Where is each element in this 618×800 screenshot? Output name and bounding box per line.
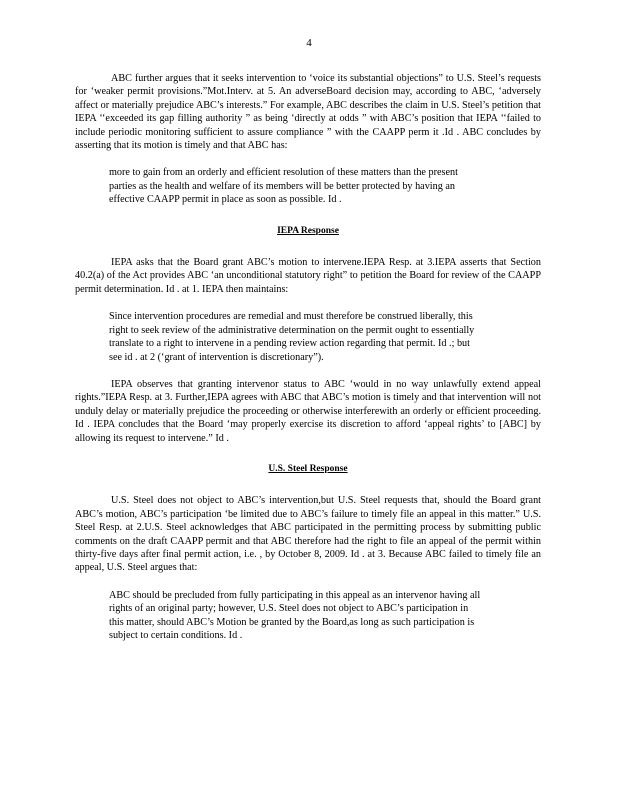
document-body <box>75 72 541 642</box>
us-steel-paragraph-1: U.S. Steel does not object to ABC’s intervention,but U.S. Steel requests that, should the Board grant ABC’s motion, ABC’s participation ‘be limited due to ABC’s failure to timely file an appeal in this matter.” U.S. Steel Resp. at 2.U.S. Steel acknowledges that ABC participated in the permitting process by submitting public comments on the draft CAAPP permit and that ABC therefore had the right to file an appeal of the permit within thirty-five days after final permit action, i.e. , by October 8, 2009. Id . at 3. Because ABC failed to timely file an appeal, U.S. Steel argues that: <box>75 495 541 574</box>
us-steel-block-quote: ABC should be precluded from fully participating in this appeal as an intervenor having all rights of an original party; however, U.S. Steel does not object to ABC’s participation in this matter, should ABC’s Motion be granted by the Board,as long as such participation is subject to certain conditions. Id . <box>109 589 481 641</box>
us-steel-response-heading: U.S. Steel Response <box>268 463 348 474</box>
iepa-response-heading: IEPA Response <box>277 225 339 236</box>
intro-block-quote: more to gain from an orderly and efficient resolution of these matters than the present parties as the health and welfare of its members will be better protected by having an effective CAAPP permit in place as soon as possible. Id . <box>109 167 458 206</box>
iepa-block-quote: Since intervention procedures are remedial and must therefore be construed liberally, this right to seek review of the administrative determination on the permit ought to essentially translate to a right to intervene in a pending review action regarding that permit. Id .; but see id . at 2 (‘grant of intervention is discretionary”). <box>109 311 475 363</box>
iepa-paragraph-2: IEPA observes that granting intervenor status to ABC ‘would in no way unlawfully extend appeal rights.”IEPA Resp. at 3. Further,IEPA agrees with ABC that ABC’s motion is timely and that intervention will not unduly delay or materially prejudice the proceeding or otherwise interferewith an orderly or efficient proceeding. Id . IEPA concludes that the Board ‘may properly exercise its discretion to afford ‘appeal rights’ to [ABC] by allowing its request to intervene.” Id . <box>75 378 541 444</box>
iepa-paragraph-1: IEPA asks that the Board grant ABC’s motion to intervene.IEPA Resp. at 3.IEPA asserts that Section 40.2(a) of the Act provides ABC ‘an unconditional statutory right” to petition the Board for review of the CAAPP permit determination. Id . at 1. IEPA then maintains: <box>75 257 541 295</box>
page-number: 4 <box>306 37 312 49</box>
intro-paragraph-1: ABC further argues that it seeks intervention to ‘voice its substantial objections” to U.S. Steel’s requests for ‘weaker permit provisions.”Mot.Interv. at 5. An adverseBoard decision may, according to ABC, ‘adversely affect or materially prejudice ABC’s interests.” For example, ABC describes the claim in U.S. Steel’s petition that IEPA ‘‘exceeded its gap filling authority ” as being ‘directly at odds ” with ABC’s position that IEPA ‘‘failed to include periodic monitoring sufficient to assure compliance ” with the CAAPP perm it .Id . ABC concludes by asserting that its motion is timely and that ABC has: <box>75 73 541 152</box>
